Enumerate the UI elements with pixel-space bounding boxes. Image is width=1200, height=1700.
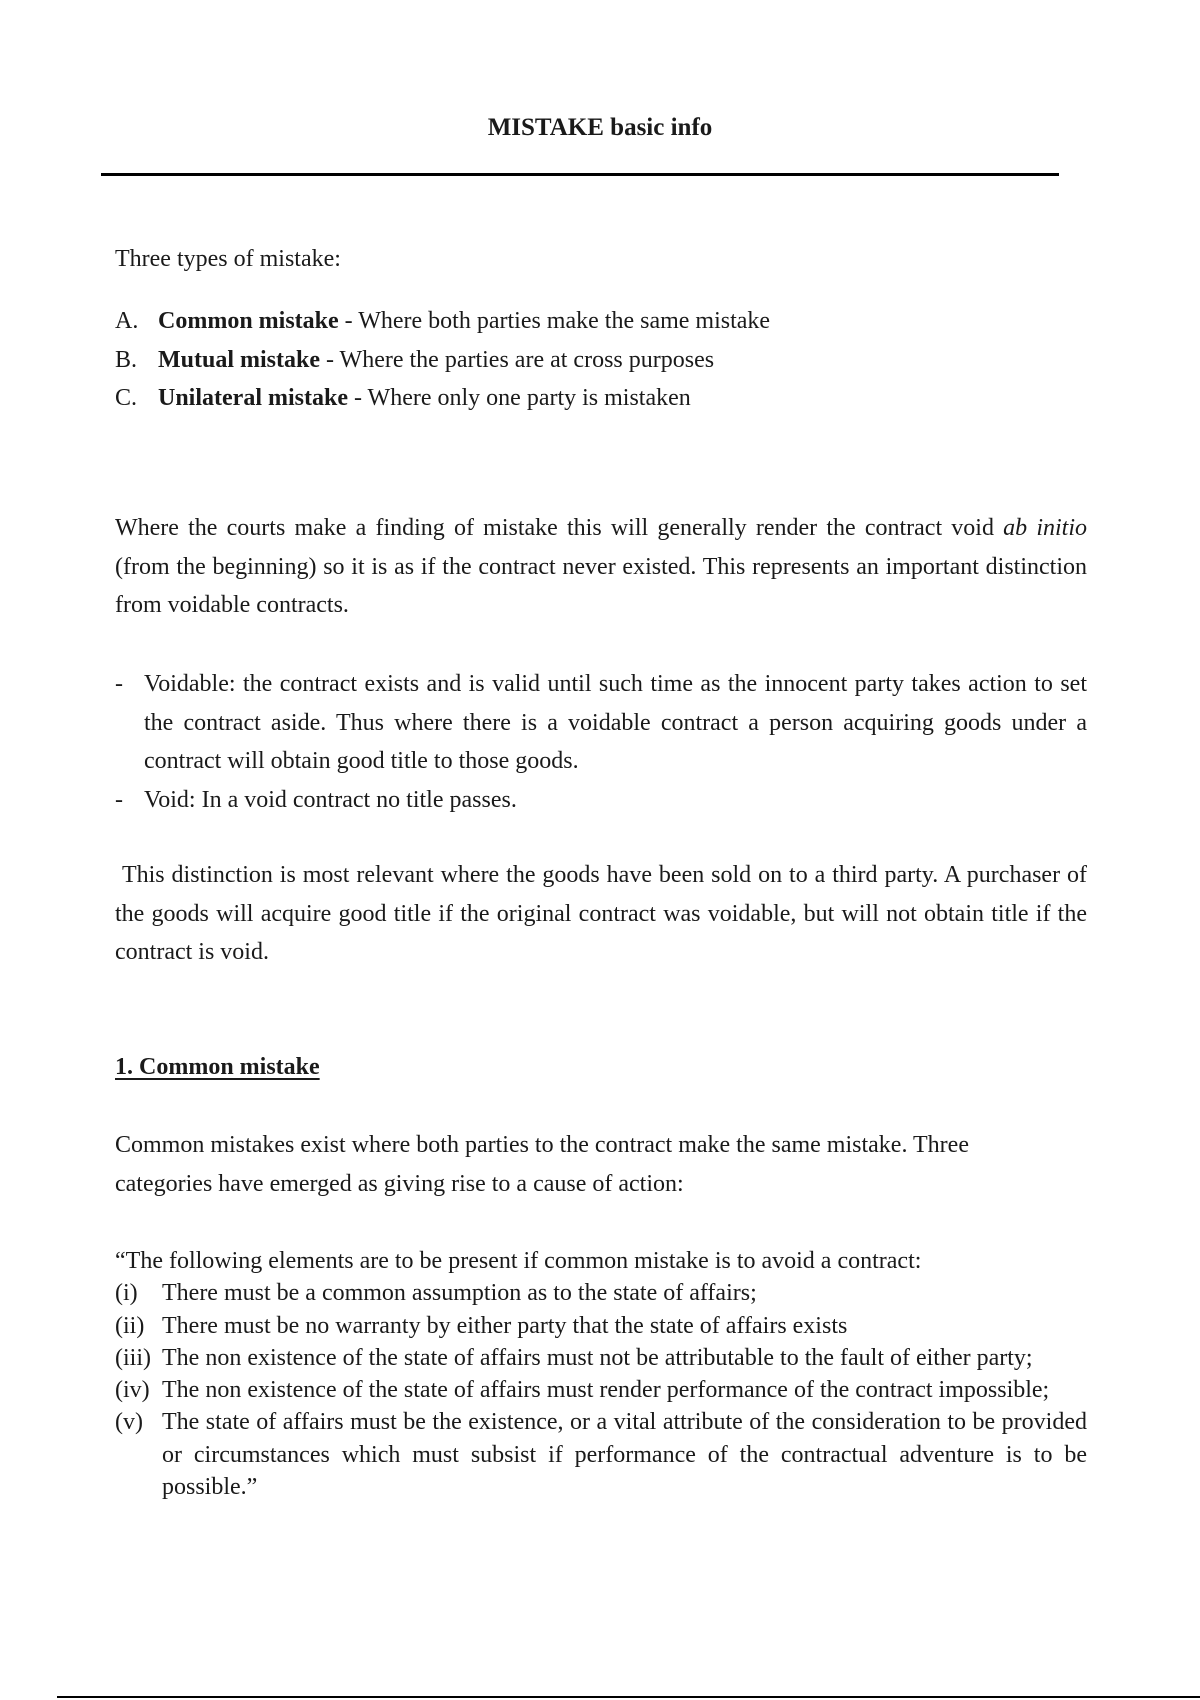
list-item bbox=[115, 781, 1087, 820]
list-item bbox=[115, 1342, 1087, 1374]
list-numeral: (v) bbox=[115, 1409, 143, 1436]
list-item bbox=[115, 302, 1087, 341]
type-description: - Where both parties make the same mistake bbox=[338, 308, 771, 334]
list-item bbox=[115, 665, 1087, 781]
intro-text: Three types of mistake: bbox=[115, 246, 341, 272]
list-item bbox=[115, 379, 1087, 418]
quote-intro: “The following elements are to be present if common mistake is to avoid a contract: bbox=[115, 1248, 922, 1274]
type-term: Common mistake bbox=[158, 308, 339, 334]
distinction-paragraph: This distinction is most relevant where the goods have been sold on to a third party. A purchaser of the goods will acquire good title if the original contract was voidable, but will not obtain title if the contract is void. bbox=[115, 862, 1094, 965]
void-paragraph bbox=[115, 509, 1087, 625]
list-item-text: The non existence of the state of affairs must not be attributable to the fault of either party; bbox=[162, 1344, 1033, 1371]
void-voidable-list bbox=[115, 665, 1087, 819]
list-marker: B. bbox=[115, 346, 138, 373]
dash-marker: - bbox=[115, 671, 123, 697]
type-description: - Where only one party is mistaken bbox=[347, 385, 691, 411]
page-title: MISTAKE basic info bbox=[487, 114, 713, 141]
list-marker: A. bbox=[115, 308, 139, 334]
page-bottom-rule bbox=[57, 1696, 1200, 1698]
list-item-text: The state of affairs must be the existence, or a vital attribute of the consideration to be provided or circumstances which must subsist if performance of the contractual adventure is to be possible.” bbox=[162, 1409, 1087, 1501]
elements-list bbox=[115, 1245, 1087, 1503]
list-item-text: Voidable: the contract exists and is valid until such time as the innocent party takes action to set the contract aside. Thus where there is a voidable contract a person acquiring goods under a contract will obtain good title to those goods. bbox=[144, 671, 1087, 774]
title-divider bbox=[101, 173, 1059, 176]
list-item-text: There must be a common assumption as to the state of affairs; bbox=[162, 1280, 757, 1307]
mistake-types-list bbox=[115, 302, 1087, 418]
list-item-text: The non existence of the state of affairs must render performance of the contract impossible; bbox=[162, 1377, 1050, 1404]
list-numeral: (ii) bbox=[115, 1312, 145, 1339]
list-item-text: There must be no warranty by either party that the state of affairs exists bbox=[162, 1312, 848, 1339]
section-heading: 1. Common mistake bbox=[115, 1054, 320, 1080]
list-item bbox=[115, 1310, 1087, 1342]
list-item bbox=[115, 341, 1087, 380]
list-item bbox=[115, 1277, 1087, 1309]
list-item bbox=[115, 1374, 1087, 1406]
list-marker: C. bbox=[115, 385, 138, 411]
latin-term: ab initio bbox=[1003, 515, 1088, 541]
type-term: Mutual mistake bbox=[158, 346, 320, 373]
list-item bbox=[115, 1406, 1087, 1503]
void-paragraph-before: Where the courts make a finding of mistake this will generally render the contract void bbox=[115, 515, 1004, 541]
list-numeral: (iv) bbox=[115, 1377, 150, 1404]
type-term: Unilateral mistake bbox=[158, 385, 348, 411]
void-paragraph-after: (from the beginning) so it is as if the contract never existed. This represents an important distinction from voidable contracts. bbox=[115, 553, 1087, 618]
list-numeral: (i) bbox=[115, 1280, 138, 1307]
list-item-text: Void: In a void contract no title passes. bbox=[144, 786, 517, 813]
section-paragraph: Common mistakes exist where both parties to the contract make the same mistake. Three categories have emerged as giving rise to a cause of action: bbox=[115, 1132, 969, 1197]
list-numeral: (iii) bbox=[115, 1344, 151, 1371]
type-description: - Where the parties are at cross purposes bbox=[320, 346, 715, 373]
dash-marker: - bbox=[115, 786, 123, 813]
